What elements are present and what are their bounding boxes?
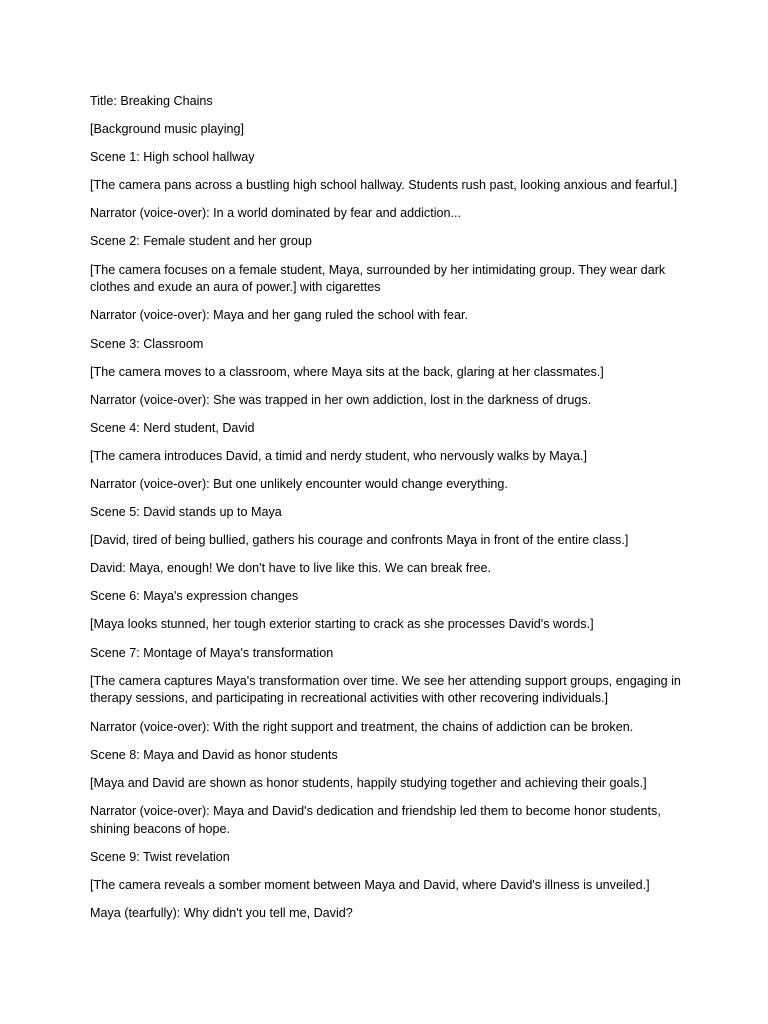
narrator-line: Narrator (voice-over): Maya and David's dedication and friendship led them to become honor students, shining beacons of hope. bbox=[90, 803, 661, 836]
scene-heading-4: Scene 4: Nerd student, David bbox=[90, 420, 255, 435]
stage-direction: [Background music playing] bbox=[90, 122, 245, 137]
stage-direction: [The camera captures Maya's transformation over time. We see her attending support groups, engaging in therapy sessions, and participating in recreational activities with other recovering individuals.] bbox=[90, 673, 681, 706]
dialogue-line: Maya (tearfully): Why didn't you tell me, David? bbox=[90, 905, 353, 920]
stage-direction: [The camera introduces David, a timid and nerdy student, who nervously walks by Maya.] bbox=[90, 448, 587, 463]
narrator-line: Narrator (voice-over): Maya and her gang ruled the school with fear. bbox=[90, 308, 468, 323]
scene-heading-5: Scene 5: David stands up to Maya bbox=[90, 505, 282, 520]
dialogue-line: David: Maya, enough! We don't have to live like this. We can break free. bbox=[90, 561, 491, 576]
stage-direction: [Maya looks stunned, her tough exterior starting to crack as she processes David's words.] bbox=[90, 617, 594, 632]
stage-direction: [The camera focuses on a female student, Maya, surrounded by her intimidating group. They wear dark clothes and exude an aura of power.] with cigarettes bbox=[90, 262, 666, 295]
stage-direction: [David, tired of being bullied, gathers his courage and confronts Maya in front of the entire class.] bbox=[90, 533, 629, 548]
stage-direction: [The camera reveals a somber moment between Maya and David, where David's illness is unveiled.] bbox=[90, 877, 650, 892]
scene-heading-8: Scene 8: Maya and David as honor students bbox=[90, 747, 338, 762]
stage-direction: [Maya and David are shown as honor students, happily studying together and achieving their goals.] bbox=[90, 775, 647, 790]
stage-direction: [The camera pans across a bustling high school hallway. Students rush past, looking anxious and fearful.] bbox=[90, 178, 678, 193]
scene-heading-9: Scene 9: Twist revelation bbox=[90, 849, 230, 864]
scene-heading-6: Scene 6: Maya's expression changes bbox=[90, 589, 299, 604]
narrator-line: Narrator (voice-over): She was trapped in her own addiction, lost in the darkness of drugs. bbox=[90, 392, 592, 407]
scene-heading-7: Scene 7: Montage of Maya's transformation bbox=[90, 645, 334, 660]
scene-heading-3: Scene 3: Classroom bbox=[90, 336, 204, 351]
document-page bbox=[90, 93, 690, 933]
narrator-line: Narrator (voice-over): But one unlikely encounter would change everything. bbox=[90, 477, 508, 492]
narrator-line: Narrator (voice-over): In a world dominated by fear and addiction... bbox=[90, 206, 461, 221]
stage-direction: [The camera moves to a classroom, where Maya sits at the back, glaring at her classmates.] bbox=[90, 364, 604, 379]
scene-heading-2: Scene 2: Female student and her group bbox=[90, 234, 312, 249]
scene-heading-1: Scene 1: High school hallway bbox=[90, 150, 255, 165]
narrator-line: Narrator (voice-over): With the right support and treatment, the chains of addiction can be broken. bbox=[90, 719, 634, 734]
script-title: Title: Breaking Chains bbox=[90, 94, 213, 108]
